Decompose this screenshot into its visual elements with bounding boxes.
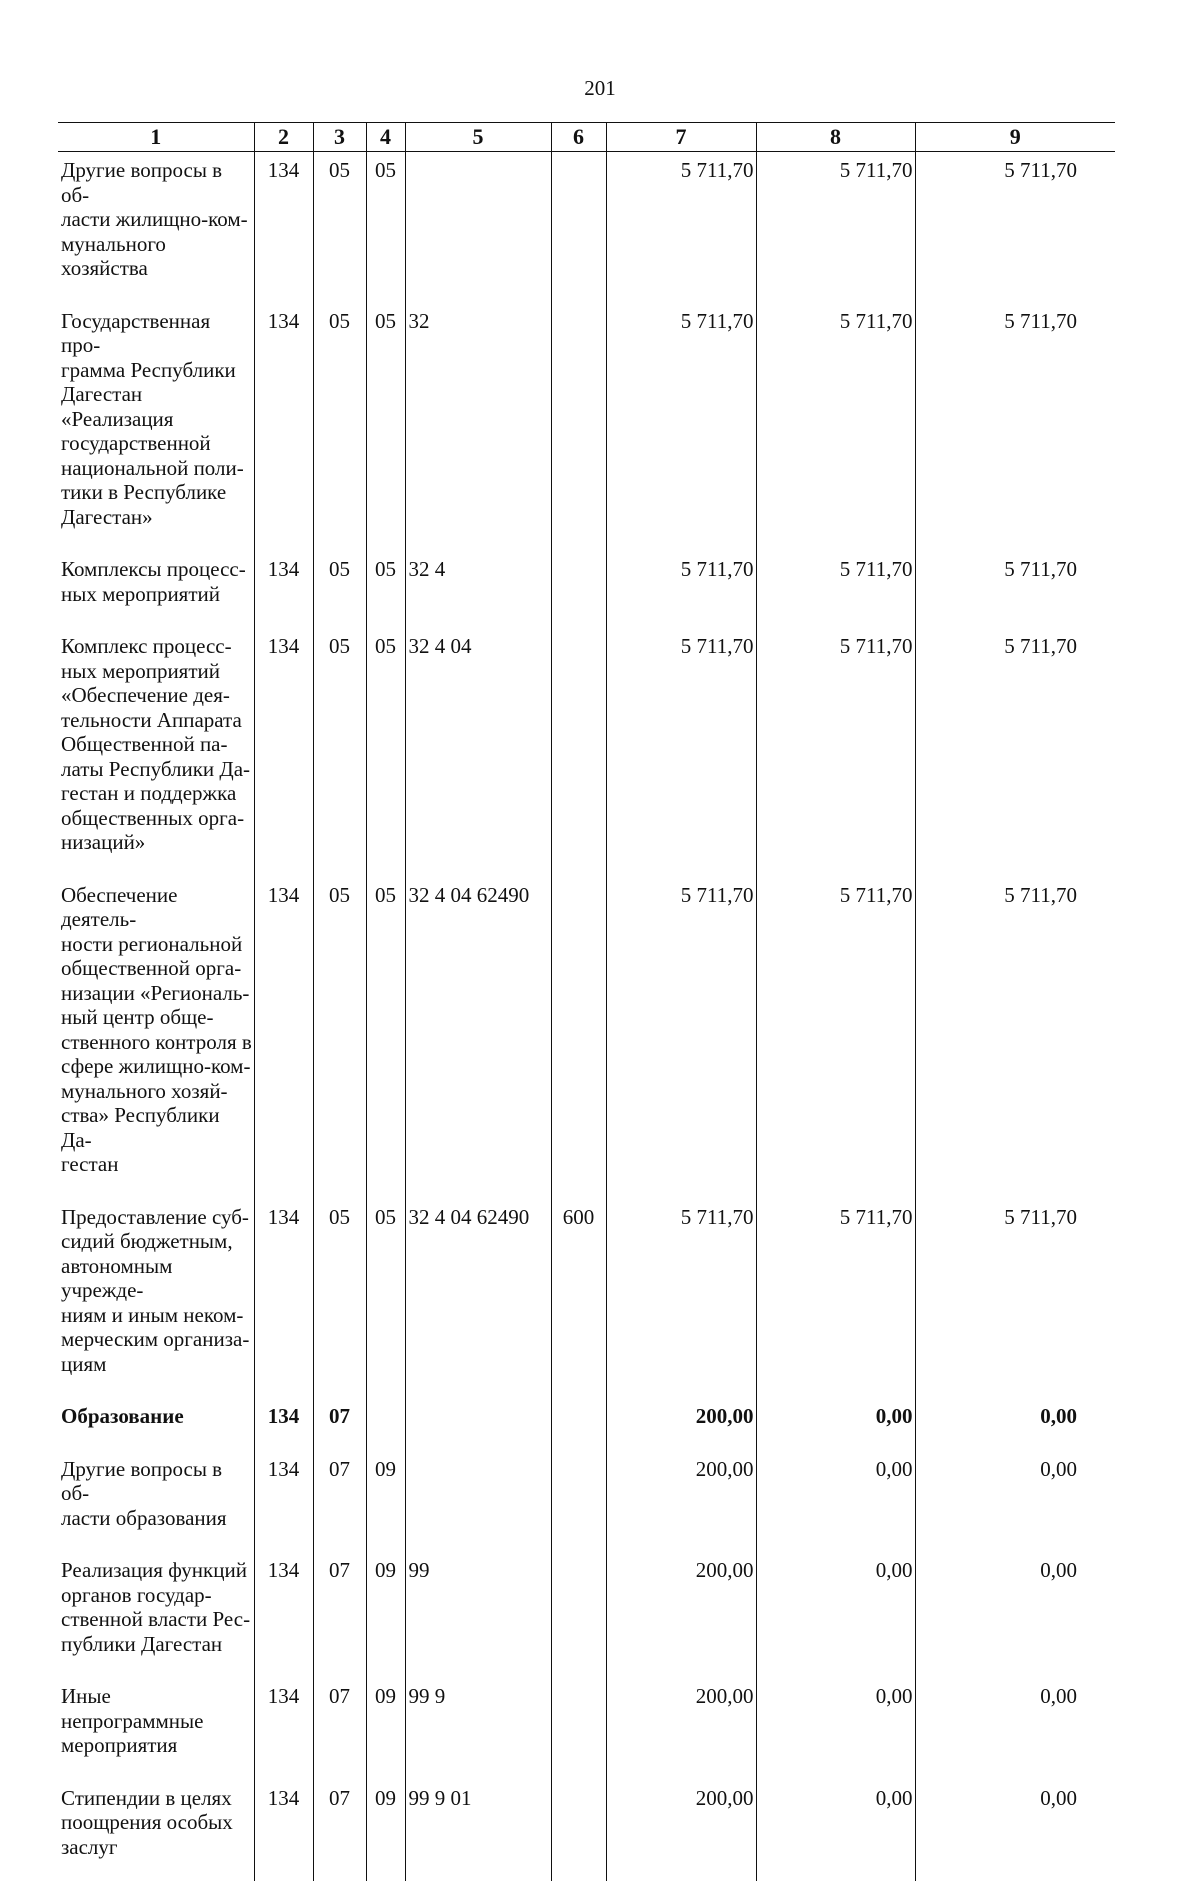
amount-year3-cell: 0,00 <box>915 1398 1115 1451</box>
expense-type-cell <box>551 1398 606 1451</box>
expense-type-cell <box>551 152 606 303</box>
section-code-cell: 05 <box>313 551 366 628</box>
expense-type-cell <box>551 551 606 628</box>
column-header: 3 <box>313 123 366 152</box>
subsection-code-cell: 05 <box>366 877 405 1199</box>
amount-year2-cell: 0,00 <box>756 1451 915 1553</box>
chapter-code-cell: 134 <box>254 1678 313 1780</box>
expense-type-cell <box>551 1552 606 1678</box>
row-name-cell: Образование <box>58 1398 254 1451</box>
target-article-cell: 32 4 04 62490 <box>405 1199 551 1399</box>
row-name-cell: Другие вопросы в об- ласти жилищно-ком- мунального хозяйства <box>58 152 254 303</box>
column-header: 5 <box>405 123 551 152</box>
amount-year1-cell: 200,00 <box>606 1451 756 1553</box>
section-code-cell: 05 <box>313 152 366 303</box>
target-article-cell: 99 9 <box>405 1678 551 1780</box>
amount-year2-cell: 5 711,70 <box>756 877 915 1199</box>
target-article-cell: 32 4 <box>405 551 551 628</box>
chapter-code-cell: 134 <box>254 551 313 628</box>
table-row <box>58 877 1115 1199</box>
amount-year1-cell: 200,00 <box>606 1398 756 1451</box>
section-code-cell: 05 <box>313 303 366 552</box>
amount-year1-cell: 5 711,70 <box>606 303 756 552</box>
subsection-code-cell: 05 <box>366 551 405 628</box>
amount-year2-cell: 5 711,70 <box>756 1199 915 1399</box>
column-header: 7 <box>606 123 756 152</box>
row-name-cell: Стипендии в целях поощрения особых заслуг <box>58 1780 254 1881</box>
amount-year2-cell: 5 711,70 <box>756 152 915 303</box>
section-code-cell: 07 <box>313 1552 366 1678</box>
row-name-cell: Иные непрограммные мероприятия <box>58 1678 254 1780</box>
amount-year1-cell: 5 711,70 <box>606 551 756 628</box>
amount-year3-cell: 5 711,70 <box>915 628 1115 877</box>
chapter-code-cell: 134 <box>254 1451 313 1553</box>
subsection-code-cell: 05 <box>366 152 405 303</box>
column-header: 1 <box>58 123 254 152</box>
amount-year1-cell: 200,00 <box>606 1780 756 1881</box>
table-row <box>58 1398 1115 1451</box>
table-row <box>58 1199 1115 1399</box>
row-name-cell: Комплексы процесс- ных мероприятий <box>58 551 254 628</box>
column-header: 9 <box>915 123 1115 152</box>
amount-year3-cell: 0,00 <box>915 1552 1115 1678</box>
target-article-cell <box>405 152 551 303</box>
table-body <box>58 152 1115 1881</box>
row-name-cell: Предоставление суб- сидий бюджетным, автономным учрежде- ниям и иным неком- мерческим организа- циям <box>58 1199 254 1399</box>
amount-year1-cell: 5 711,70 <box>606 1199 756 1399</box>
amount-year3-cell: 5 711,70 <box>915 152 1115 303</box>
amount-year1-cell: 200,00 <box>606 1678 756 1780</box>
table-row <box>58 628 1115 877</box>
chapter-code-cell: 134 <box>254 1199 313 1399</box>
target-article-cell: 32 <box>405 303 551 552</box>
column-header: 8 <box>756 123 915 152</box>
row-name-cell: Комплекс процесс- ных мероприятий «Обеспечение дея- тельности Аппарата Общественной па- латы Республики Да- гестан и поддержка общественных орга- низаций» <box>58 628 254 877</box>
amount-year2-cell: 5 711,70 <box>756 303 915 552</box>
row-name-cell: Реализация функций органов государ- ственной власти Рес- публики Дагестан <box>58 1552 254 1678</box>
header-row <box>58 123 1115 152</box>
table-row <box>58 1678 1115 1780</box>
expense-type-cell <box>551 1451 606 1553</box>
column-header: 2 <box>254 123 313 152</box>
amount-year3-cell: 5 711,70 <box>915 303 1115 552</box>
row-name-cell: Обеспечение деятель- ности региональной общественной орга- низации «Региональ- ный центр обще- ственного контроля в сфере жилищно-ком- мунального хозяй- ства» Республики Да- гестан <box>58 877 254 1199</box>
amount-year2-cell: 5 711,70 <box>756 551 915 628</box>
amount-year3-cell: 0,00 <box>915 1678 1115 1780</box>
target-article-cell <box>405 1451 551 1553</box>
amount-year1-cell: 5 711,70 <box>606 877 756 1199</box>
section-code-cell: 05 <box>313 1199 366 1399</box>
expense-type-cell <box>551 1678 606 1780</box>
amount-year3-cell: 0,00 <box>915 1780 1115 1881</box>
expense-type-cell <box>551 303 606 552</box>
table-row <box>58 303 1115 552</box>
subsection-code-cell: 09 <box>366 1451 405 1553</box>
section-code-cell: 07 <box>313 1678 366 1780</box>
amount-year1-cell: 5 711,70 <box>606 152 756 303</box>
page-number: 201 <box>0 76 1200 100</box>
section-code-cell: 05 <box>313 628 366 877</box>
row-name-cell: Другие вопросы в об- ласти образования <box>58 1451 254 1553</box>
column-header: 4 <box>366 123 405 152</box>
amount-year2-cell: 0,00 <box>756 1398 915 1451</box>
section-code-cell: 05 <box>313 877 366 1199</box>
amount-year3-cell: 5 711,70 <box>915 551 1115 628</box>
chapter-code-cell: 134 <box>254 1398 313 1451</box>
subsection-code-cell: 05 <box>366 628 405 877</box>
subsection-code-cell: 05 <box>366 303 405 552</box>
table-row <box>58 152 1115 303</box>
expense-type-cell <box>551 877 606 1199</box>
amount-year2-cell: 5 711,70 <box>756 628 915 877</box>
amount-year3-cell: 5 711,70 <box>915 1199 1115 1399</box>
table-row <box>58 551 1115 628</box>
chapter-code-cell: 134 <box>254 1780 313 1881</box>
row-name-cell: Государственная про- грамма Республики Дагестан «Реализация государственной национальной поли- тики в Республике Дагестан» <box>58 303 254 552</box>
amount-year3-cell: 5 711,70 <box>915 877 1115 1199</box>
target-article-cell: 32 4 04 <box>405 628 551 877</box>
budget-table <box>58 122 1115 1881</box>
amount-year3-cell: 0,00 <box>915 1451 1115 1553</box>
table-row <box>58 1451 1115 1553</box>
chapter-code-cell: 134 <box>254 628 313 877</box>
subsection-code-cell <box>366 1398 405 1451</box>
chapter-code-cell: 134 <box>254 1552 313 1678</box>
expense-type-cell: 600 <box>551 1199 606 1399</box>
subsection-code-cell: 09 <box>366 1552 405 1678</box>
expense-type-cell <box>551 1780 606 1881</box>
section-code-cell: 07 <box>313 1451 366 1553</box>
table-row <box>58 1780 1115 1881</box>
target-article-cell: 32 4 04 62490 <box>405 877 551 1199</box>
target-article-cell: 99 <box>405 1552 551 1678</box>
section-code-cell: 07 <box>313 1398 366 1451</box>
subsection-code-cell: 05 <box>366 1199 405 1399</box>
amount-year1-cell: 200,00 <box>606 1552 756 1678</box>
chapter-code-cell: 134 <box>254 303 313 552</box>
amount-year2-cell: 0,00 <box>756 1780 915 1881</box>
expense-type-cell <box>551 628 606 877</box>
target-article-cell <box>405 1398 551 1451</box>
amount-year2-cell: 0,00 <box>756 1552 915 1678</box>
chapter-code-cell: 134 <box>254 877 313 1199</box>
table-row <box>58 1552 1115 1678</box>
subsection-code-cell: 09 <box>366 1678 405 1780</box>
target-article-cell: 99 9 01 <box>405 1780 551 1881</box>
amount-year1-cell: 5 711,70 <box>606 628 756 877</box>
subsection-code-cell: 09 <box>366 1780 405 1881</box>
section-code-cell: 07 <box>313 1780 366 1881</box>
amount-year2-cell: 0,00 <box>756 1678 915 1780</box>
column-header: 6 <box>551 123 606 152</box>
chapter-code-cell: 134 <box>254 152 313 303</box>
